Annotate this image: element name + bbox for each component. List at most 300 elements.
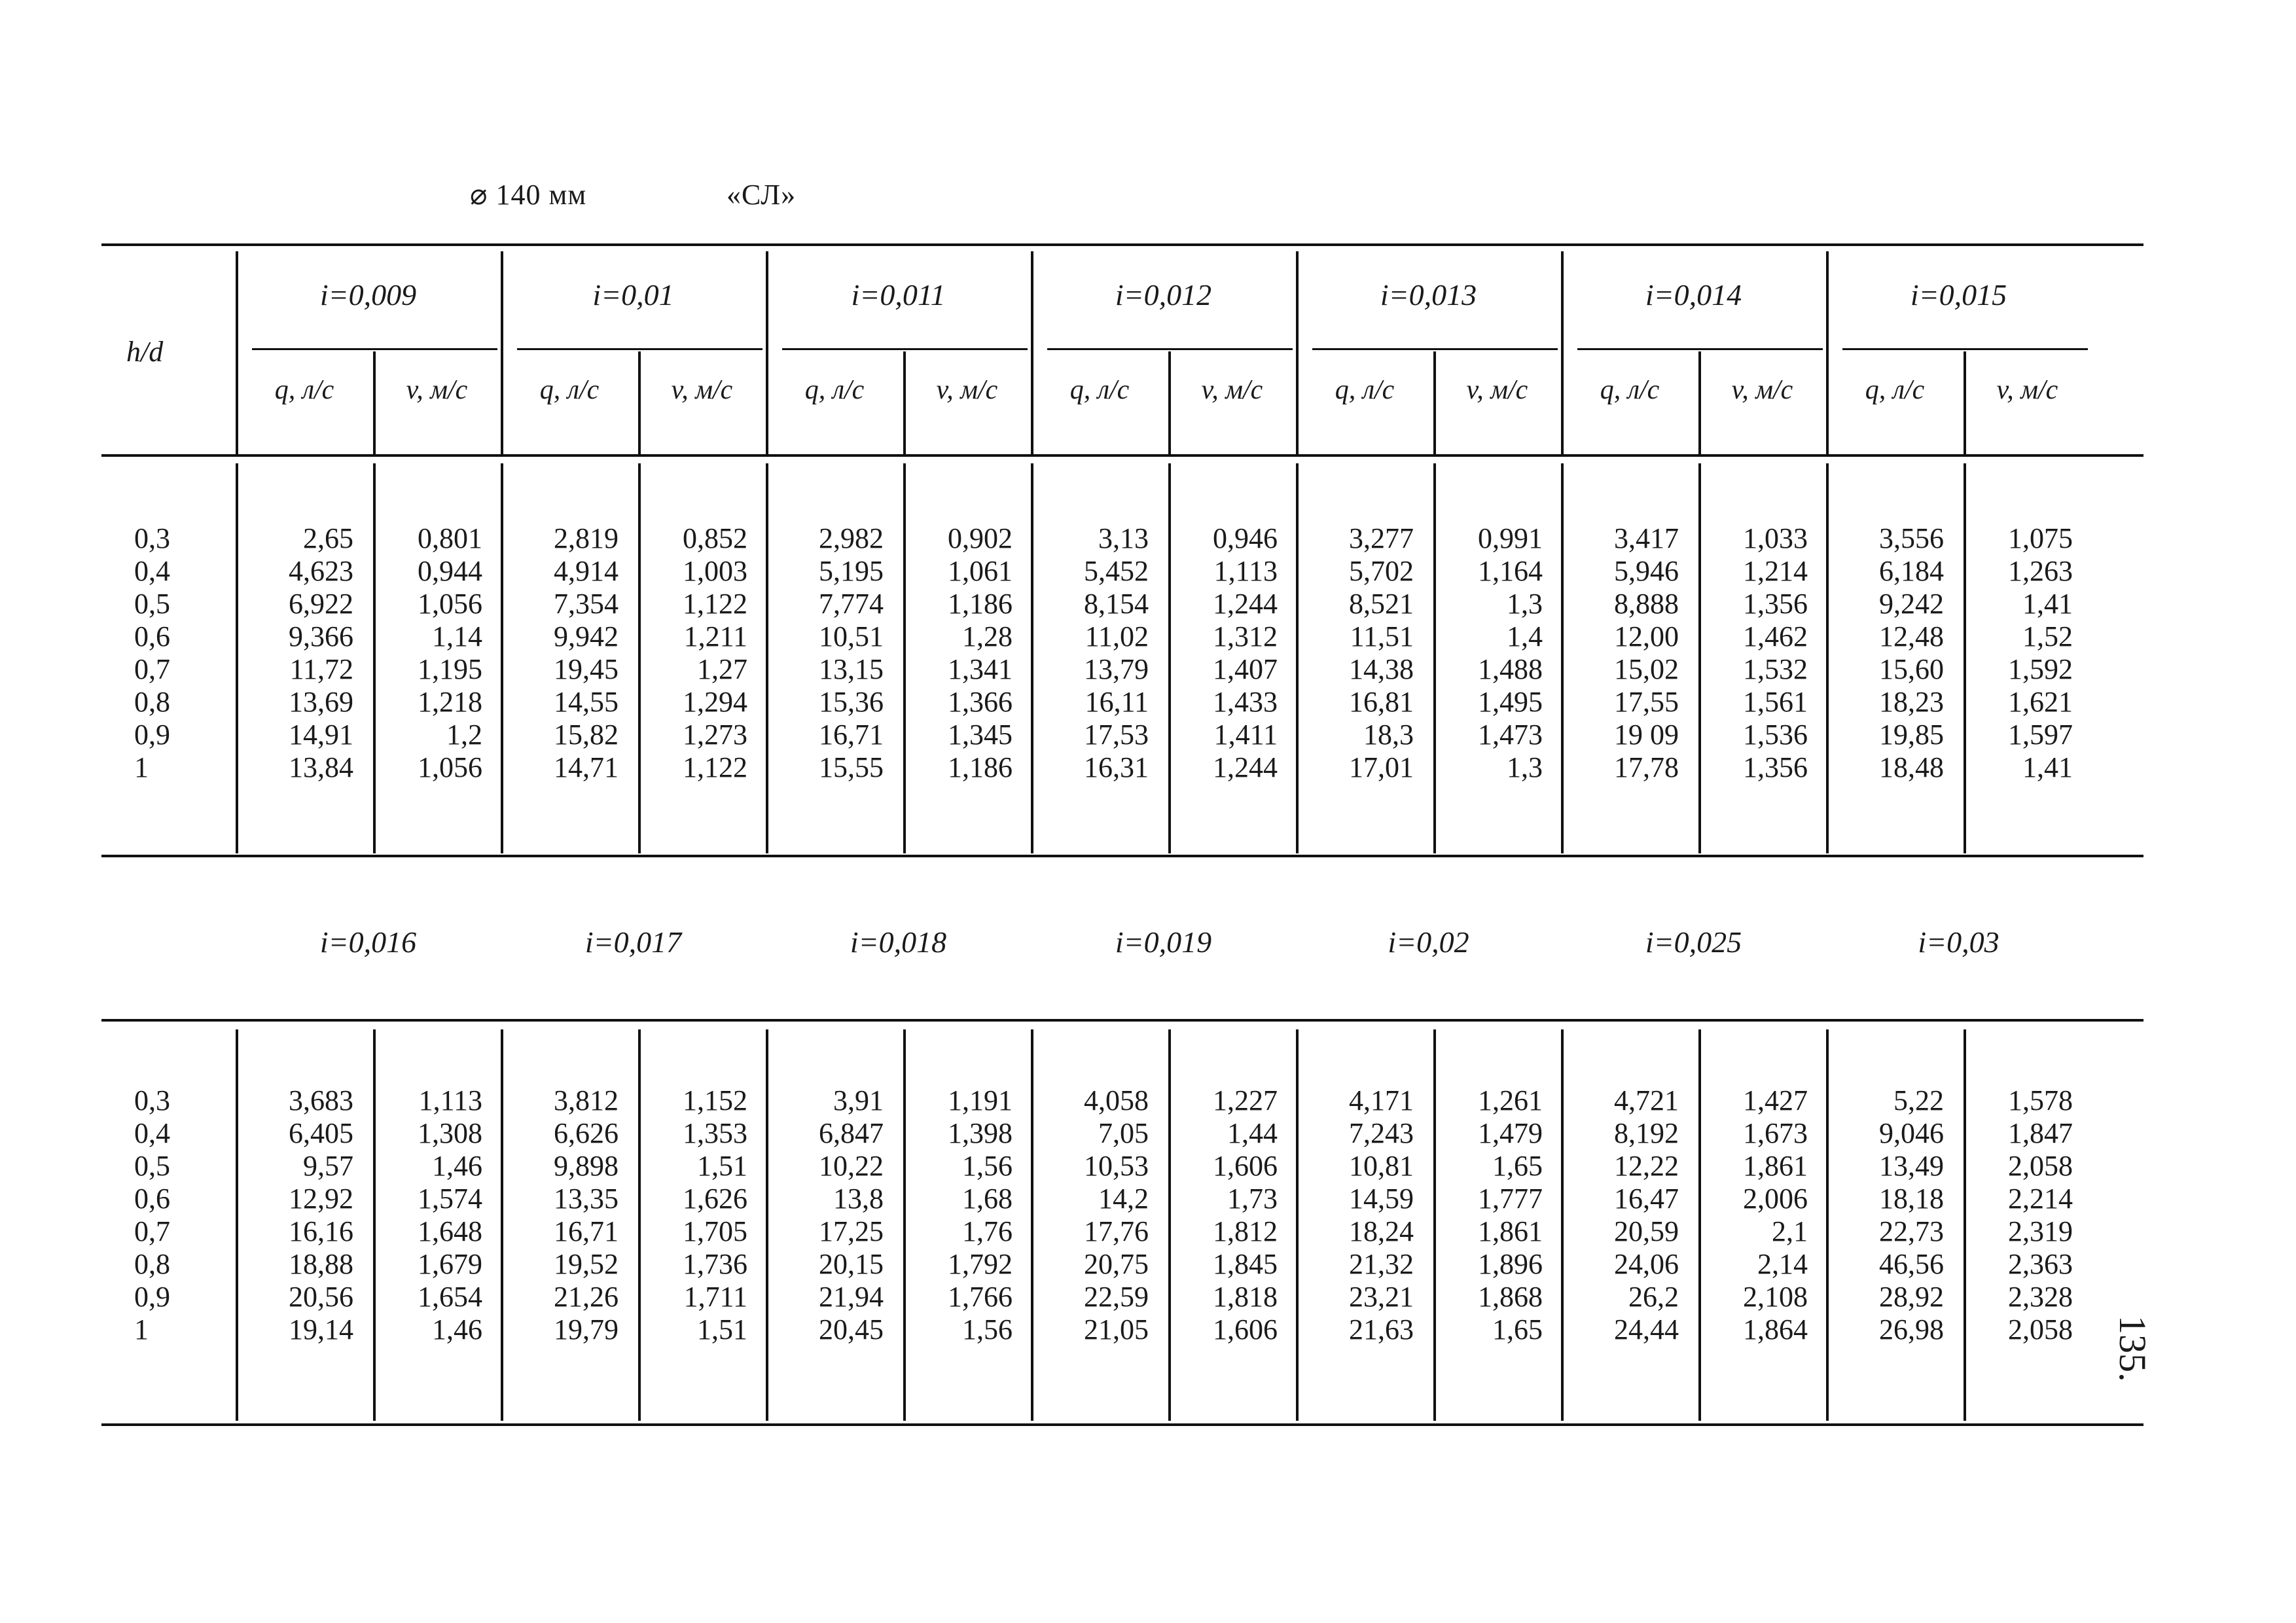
v-cell: 1,847 [2008,1117,2073,1149]
q-cell: 10,53 [1084,1150,1149,1182]
q-cell: 8,154 [1084,588,1149,620]
q-cell: 3,91 [833,1084,884,1116]
v-cell: 1,056 [418,588,482,620]
q-cell: 5,22 [1893,1084,1944,1116]
v-cell: 1,356 [1743,751,1808,783]
v-cell: 1,273 [683,719,747,751]
slope-header: i=0,013 [1380,278,1477,312]
q-subheader: q, л/с [1600,375,1660,405]
v-cell: 2,319 [2008,1215,2073,1247]
v-values-column [1964,1084,2073,1346]
q-values-column [1031,1084,1149,1346]
v-cell: 1,52 [2022,620,2073,652]
q-values-column [1296,1084,1414,1346]
q-cell: 17,25 [819,1215,884,1247]
q-cell: 13,15 [819,653,884,685]
v-cell: 2,214 [2008,1183,2073,1215]
v-cell: 0,852 [683,522,747,554]
column-divider [903,1029,906,1421]
row-label: 0,5 [134,588,170,620]
q-cell: 21,94 [819,1281,884,1313]
q-cell: 3,417 [1614,522,1679,554]
v-cell: 2,006 [1743,1183,1808,1215]
q-cell: 16,71 [819,719,884,751]
v-cell: 1,244 [1213,588,1278,620]
q-cell: 12,00 [1614,620,1679,652]
v-cell: 1,777 [1478,1183,1543,1215]
q-cell: 11,72 [289,653,353,685]
v-cell: 1,495 [1478,686,1543,718]
q-subheader: q, л/с [804,375,865,405]
table-caption [470,178,797,211]
hydraulic-table-1 [101,243,2144,859]
slope-header: i=0,016 [319,925,417,959]
q-values-column [1031,522,1149,784]
subheader-divider [903,351,906,454]
v-values-column [1698,1084,1808,1346]
q-cell: 15,02 [1614,653,1679,685]
q-cell: 2,819 [554,522,619,554]
q-cell: 6,626 [554,1117,619,1149]
slope-header: i=0,011 [851,278,946,312]
q-cell: 23,21 [1349,1281,1414,1313]
group-header-rule [782,348,1028,350]
column-divider [1168,463,1171,853]
q-cell: 18,23 [1879,686,1944,718]
row-header-divider [236,251,238,454]
q-cell: 22,59 [1084,1281,1149,1313]
slope-header: i=0,018 [850,925,947,959]
v-cell: 0,902 [948,522,1013,554]
v-cell: 2,1 [1772,1215,1808,1247]
q-cell: 2,982 [819,522,884,554]
column-divider [1964,463,1966,853]
v-cell: 1,345 [948,719,1013,751]
q-cell: 13,35 [554,1183,619,1215]
v-cell: 1,621 [2008,686,2073,718]
q-cell: 18,3 [1363,719,1414,751]
q-cell: 3,13 [1098,522,1149,554]
v-cell: 1,597 [2008,719,2073,751]
v-cell: 1,28 [962,620,1013,652]
q-cell: 8,521 [1349,588,1414,620]
v-cell: 2,108 [1743,1281,1808,1313]
column-divider [1964,1029,1966,1421]
group-header-rule [1577,348,1823,350]
v-subheader: v, м/с [406,375,468,405]
v-cell: 1,51 [697,1313,747,1346]
row-label: 0,6 [134,1183,170,1215]
header-bottom-rule [101,454,2144,457]
q-cell: 2,65 [303,522,353,554]
q-cell: 13,69 [289,686,353,718]
v-values-column [1433,1084,1543,1346]
pipe-diameter: ⌀ 140 мм [470,179,587,211]
v-cell: 1,033 [1743,522,1808,554]
row-label: 0,8 [134,1248,170,1280]
v-cell: 1,227 [1213,1084,1278,1116]
q-cell: 21,63 [1349,1313,1414,1346]
column-divider [638,463,641,853]
q-cell: 13,49 [1879,1150,1944,1182]
v-cell: 1,152 [683,1084,747,1116]
q-cell: 19,85 [1879,719,1944,751]
v-cell: 1,3 [1507,588,1543,620]
v-cell: 1,4 [1507,620,1543,652]
v-cell: 1,356 [1743,588,1808,620]
v-cell: 1,606 [1213,1313,1278,1346]
v-cell: 1,14 [432,620,482,652]
group-header-rule [252,348,497,350]
v-cell: 2,328 [2008,1281,2073,1313]
q-cell: 9,898 [554,1150,619,1182]
column-divider [1433,463,1436,853]
row-label: 0,3 [134,522,170,554]
v-cell: 1,532 [1743,653,1808,685]
q-subheader: q, л/с [1335,375,1395,405]
q-cell: 15,55 [819,751,884,783]
v-cell: 1,56 [962,1150,1013,1182]
q-values-column [501,522,619,784]
q-cell: 9,046 [1879,1117,1944,1149]
v-cell: 1,818 [1213,1281,1278,1313]
group-header-rule [1842,348,2088,350]
q-cell: 10,22 [819,1150,884,1182]
v-cell: 1,261 [1478,1084,1543,1116]
v-cell: 1,736 [683,1248,747,1280]
q-cell: 24,44 [1614,1313,1679,1346]
v-cell: 1,294 [683,686,747,718]
q-cell: 4,171 [1349,1084,1414,1116]
v-subheader: v, м/с [1201,375,1263,405]
q-cell: 20,59 [1614,1215,1679,1247]
q-subheader: q, л/с [539,375,600,405]
v-cell: 1,561 [1743,686,1808,718]
q-cell: 12,48 [1879,620,1944,652]
row-label: 0,6 [134,620,170,652]
q-cell: 15,82 [554,719,619,751]
q-cell: 4,623 [289,555,353,587]
group-header-rule [1312,348,1558,350]
v-cell: 1,186 [948,588,1013,620]
row-label: 0,4 [134,1117,170,1149]
q-cell: 21,32 [1349,1248,1414,1280]
q-cell: 4,058 [1084,1084,1149,1116]
v-cell: 1,191 [948,1084,1013,1116]
v-cell: 1,398 [948,1117,1013,1149]
q-subheader: q, л/с [274,375,334,405]
v-cell: 1,648 [418,1215,482,1247]
row-labels-column [134,1084,170,1346]
q-cell: 7,05 [1098,1117,1149,1149]
q-cell: 24,06 [1614,1248,1679,1280]
q-cell: 4,914 [554,555,619,587]
v-cell: 1,845 [1213,1248,1278,1280]
q-cell: 8,888 [1614,588,1679,620]
v-cell: 1,479 [1478,1117,1543,1149]
q-cell: 5,946 [1614,555,1679,587]
v-cell: 1,366 [948,686,1013,718]
v-cell: 1,592 [2008,653,2073,685]
q-cell: 14,55 [554,686,619,718]
row-label: 0,3 [134,1084,170,1116]
v-cell: 2,363 [2008,1248,2073,1280]
q-cell: 18,24 [1349,1215,1414,1247]
q-values-column [1296,522,1414,784]
v-subheader: v, м/с [671,375,733,405]
v-cell: 1,353 [683,1117,747,1149]
q-cell: 5,452 [1084,555,1149,587]
v-cell: 1,673 [1743,1117,1808,1149]
v-cell: 1,41 [2022,751,2073,783]
table-top-rule [101,1019,2144,1022]
q-cell: 16,81 [1349,686,1414,718]
v-cell: 1,061 [948,555,1013,587]
q-cell: 13,84 [289,751,353,783]
v-subheader: v, м/с [1731,375,1793,405]
q-cell: 16,16 [289,1215,353,1247]
v-cell: 1,113 [418,1084,482,1116]
group-header-rule [517,348,762,350]
v-cell: 1,164 [1478,555,1543,587]
v-cell: 1,407 [1213,653,1278,685]
v-values-column [373,1084,482,1346]
q-cell: 3,812 [554,1084,619,1116]
v-cell: 1,411 [1213,719,1278,751]
q-cell: 17,78 [1614,751,1679,783]
v-values-column [903,522,1013,784]
v-cell: 1,341 [948,653,1013,685]
column-divider [1433,1029,1436,1421]
q-cell: 7,243 [1349,1117,1414,1149]
slope-header: i=0,015 [1910,278,2007,312]
v-values-column [1964,522,2073,784]
v-cell: 1,44 [1227,1117,1278,1149]
q-cell: 10,51 [819,620,884,652]
q-cell: 19,79 [554,1313,619,1346]
q-values-column [236,522,353,784]
v-cell: 1,654 [418,1281,482,1313]
v-cell: 1,51 [697,1150,747,1182]
v-cell: 1,73 [1227,1183,1278,1215]
column-divider [638,1029,641,1421]
q-cell: 15,36 [819,686,884,718]
q-cell: 14,71 [554,751,619,783]
v-cell: 1,075 [2008,522,2073,554]
v-cell: 1,427 [1743,1084,1808,1116]
q-cell: 4,721 [1614,1084,1679,1116]
row-label: 0,7 [134,1215,170,1247]
v-values-column [1698,522,1808,784]
v-values-column [903,1084,1013,1346]
page-number: 135. [2111,1315,2154,1382]
q-cell: 14,38 [1349,653,1414,685]
v-cell: 1,462 [1743,620,1808,652]
q-cell: 11,02 [1085,620,1149,652]
row-label: 0,4 [134,555,170,587]
q-cell: 5,702 [1349,555,1414,587]
v-cell: 1,122 [683,588,747,620]
q-cell: 16,47 [1614,1183,1679,1215]
q-cell: 19,14 [289,1313,353,1346]
q-cell: 20,75 [1084,1248,1149,1280]
v-cell: 0,991 [1478,522,1543,554]
q-cell: 11,51 [1350,620,1414,652]
v-cell: 1,186 [948,751,1013,783]
subheader-divider [373,351,376,454]
q-cell: 17,01 [1349,751,1414,783]
q-cell: 18,88 [289,1248,353,1280]
q-cell: 13,79 [1084,653,1149,685]
row-header-label: h/d [126,336,164,368]
v-cell: 1,864 [1743,1313,1808,1346]
v-cell: 1,68 [962,1183,1013,1215]
table-top-rule [101,243,2144,246]
q-cell: 6,405 [289,1117,353,1149]
v-cell: 1,122 [683,751,747,783]
slope-header: i=0,025 [1645,925,1742,959]
v-cell: 1,578 [2008,1084,2073,1116]
v-cell: 1,312 [1213,620,1278,652]
q-cell: 20,15 [819,1248,884,1280]
v-cell: 1,473 [1478,719,1543,751]
q-cell: 15,60 [1879,653,1944,685]
q-cell: 12,22 [1614,1150,1679,1182]
v-cell: 1,27 [697,653,747,685]
q-cell: 17,76 [1084,1215,1149,1247]
row-label: 0,9 [134,1281,170,1313]
q-cell: 14,59 [1349,1183,1414,1215]
v-cell: 1,868 [1478,1281,1543,1313]
q-cell: 19,52 [554,1248,619,1280]
subheader-divider [1964,351,1966,454]
q-cell: 26,98 [1879,1313,1944,1346]
slope-header: i=0,009 [319,278,417,312]
q-cell: 13,8 [833,1183,884,1215]
row-label: 1 [134,751,149,783]
v-values-column [373,522,482,784]
q-cell: 12,92 [289,1183,353,1215]
v-subheader: v, м/с [1996,375,2058,405]
v-cell: 0,946 [1213,522,1278,554]
v-cell: 1,195 [418,653,482,685]
q-cell: 16,11 [1085,686,1149,718]
subheader-divider [1433,351,1436,454]
v-cell: 1,41 [2022,588,2073,620]
v-values-column [638,1084,747,1346]
v-cell: 1,65 [1492,1313,1543,1346]
q-cell: 21,05 [1084,1313,1149,1346]
v-cell: 1,812 [1213,1215,1278,1247]
v-values-column [1168,1084,1278,1346]
q-cell: 7,354 [554,588,619,620]
v-subheader: v, м/с [936,375,998,405]
q-cell: 18,18 [1879,1183,1944,1215]
q-subheader: q, л/с [1069,375,1130,405]
column-divider [373,1029,376,1421]
v-cell: 1,65 [1492,1150,1543,1182]
row-label: 0,8 [134,686,170,718]
v-cell: 2,058 [2008,1150,2073,1182]
v-cell: 1,218 [418,686,482,718]
column-divider [903,463,906,853]
slope-header: i=0,014 [1645,278,1742,312]
subheader-divider [638,351,641,454]
q-cell: 18,48 [1879,751,1944,783]
q-cell: 14,2 [1098,1183,1149,1215]
v-values-column [1168,522,1278,784]
v-cell: 0,801 [418,522,482,554]
slope-header: i=0,012 [1115,278,1212,312]
v-cell: 1,056 [418,751,482,783]
q-values-column [501,1084,619,1346]
v-values-column [638,522,747,784]
slope-header: i=0,03 [1918,925,2000,959]
row-label: 1 [134,1313,149,1346]
q-cell: 16,71 [554,1215,619,1247]
v-values-column [1433,522,1543,784]
q-cell: 7,774 [819,588,884,620]
q-cell: 19 09 [1614,719,1679,751]
q-cell: 6,847 [819,1117,884,1149]
q-values-column [766,522,884,784]
q-cell: 9,942 [554,620,619,652]
v-cell: 1,896 [1478,1248,1543,1280]
v-cell: 1,626 [683,1183,747,1215]
slope-header: i=0,02 [1388,925,1469,959]
q-cell: 20,45 [819,1313,884,1346]
q-cell: 9,242 [1879,588,1944,620]
q-cell: 9,366 [289,620,353,652]
q-cell: 46,56 [1879,1248,1944,1280]
v-cell: 1,574 [418,1183,482,1215]
q-cell: 21,26 [554,1281,619,1313]
v-cell: 1,46 [432,1150,482,1182]
column-divider [1168,1029,1171,1421]
q-cell: 19,45 [554,653,619,685]
q-values-column [1826,522,1944,784]
row-label: 0,5 [134,1150,170,1182]
q-values-column [1561,522,1679,784]
v-cell: 2,058 [2008,1313,2073,1346]
q-cell: 9,57 [303,1150,353,1182]
v-cell: 0,944 [418,555,482,587]
row-label: 0,7 [134,653,170,685]
v-cell: 1,244 [1213,751,1278,783]
q-cell: 26,2 [1628,1281,1679,1313]
v-cell: 1,46 [432,1313,482,1346]
v-cell: 1,861 [1743,1150,1808,1182]
v-cell: 1,792 [948,1248,1013,1280]
q-cell: 3,683 [289,1084,353,1116]
v-cell: 1,488 [1478,653,1543,685]
table-bottom-rule [101,855,2144,857]
q-subheader: q, л/с [1865,375,1925,405]
q-cell: 3,277 [1349,522,1414,554]
q-cell: 6,922 [289,588,353,620]
column-divider [1698,463,1701,853]
v-cell: 2,14 [1757,1248,1808,1280]
v-cell: 1,2 [446,719,482,751]
v-cell: 1,263 [2008,555,2073,587]
v-cell: 1,766 [948,1281,1013,1313]
subheader-divider [1698,351,1701,454]
v-cell: 1,861 [1478,1215,1543,1247]
v-cell: 1,433 [1213,686,1278,718]
q-cell: 16,31 [1084,751,1149,783]
v-cell: 1,3 [1507,751,1543,783]
q-cell: 22,73 [1879,1215,1944,1247]
